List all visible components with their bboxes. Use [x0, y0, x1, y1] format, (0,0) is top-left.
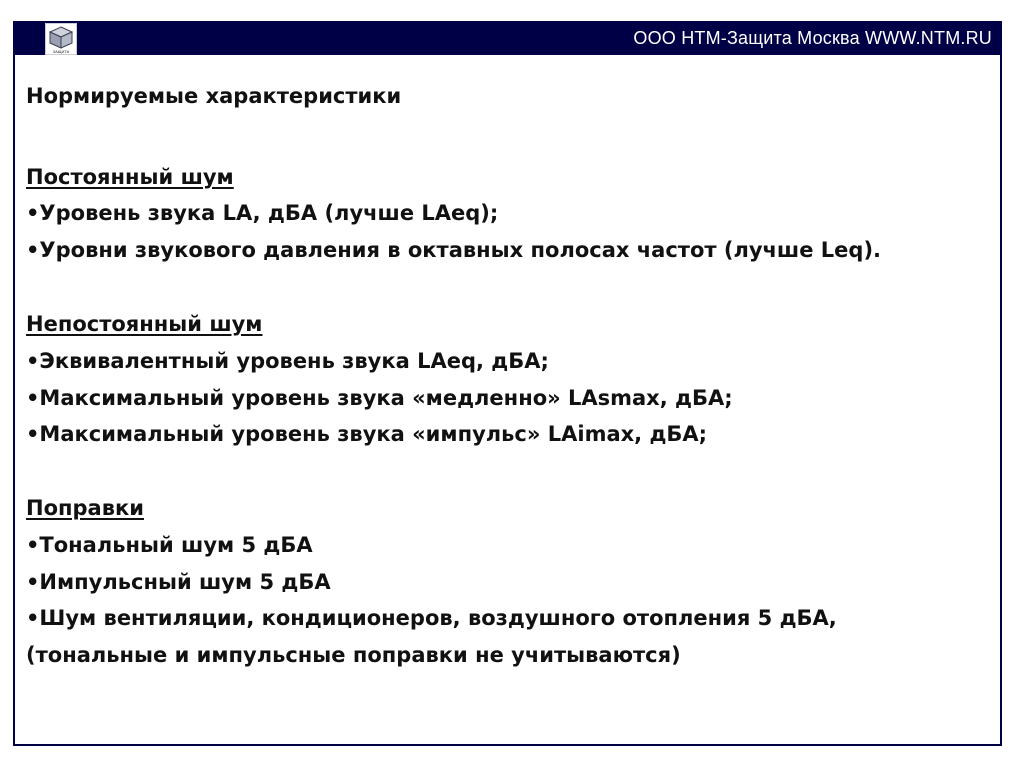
slide-title: Нормируемые характеристики	[26, 84, 402, 108]
box-logo-icon	[46, 24, 76, 54]
header-bar	[13, 21, 1002, 55]
list-item: •Уровень звука LA, дБА (лучше LAeq);	[26, 201, 499, 225]
svg-text:ЗАЩИТА: ЗАЩИТА	[52, 49, 70, 54]
list-item: •Максимальный уровень звука «медленно» LAsmax, дБА;	[26, 386, 733, 410]
list-item: •Шум вентиляции, кондиционеров, воздушного отопления 5 дБА,	[26, 606, 837, 630]
section-heading-constant-noise: Постоянный шум	[26, 165, 234, 189]
company-logo	[45, 23, 77, 55]
list-item: •Эквивалентный уровень звука LAeq, дБА;	[26, 349, 549, 373]
list-item: •Уровни звукового давления в октавных полосах частот (лучше Leq).	[26, 238, 882, 262]
list-item: •Максимальный уровень звука «импульс» LAimax, дБА;	[26, 422, 708, 446]
section-heading-corrections: Поправки	[26, 496, 144, 520]
list-item: •Импульсный шум 5 дБА	[26, 570, 331, 594]
section-heading-variable-noise: Непостоянный шум	[26, 312, 263, 336]
company-name: ООО НТМ-Защита Москва WWW.NTM.RU	[633, 28, 992, 48]
note-text: (тональные и импульсные поправки не учитываются)	[26, 643, 681, 667]
list-item: •Тональный шум 5 дБА	[26, 533, 313, 557]
